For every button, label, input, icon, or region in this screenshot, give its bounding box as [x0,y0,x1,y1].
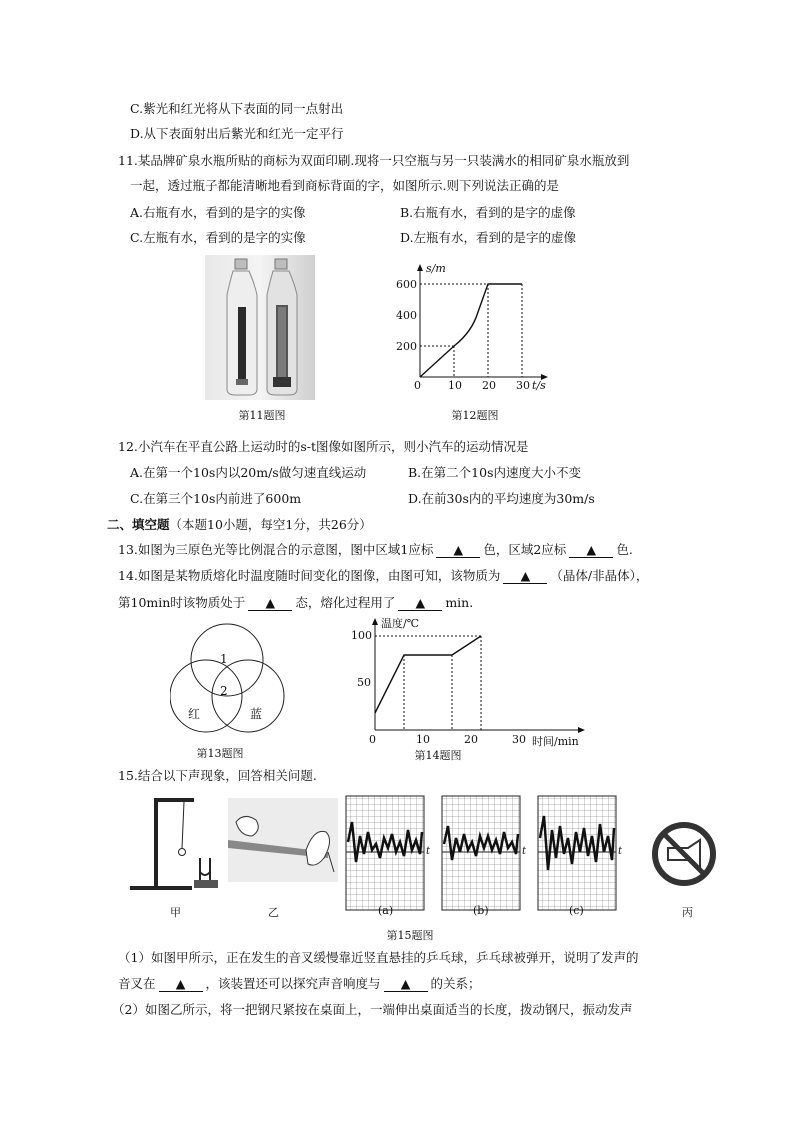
q11-option-b: B.右瓶有水，看到的是字的虚像 [400,205,576,220]
fig11-caption: 第11题图 [238,409,286,422]
q15-part1-text-a: 音叉在 [118,976,156,991]
fig14-caption: 第14题图 [414,749,462,762]
fig15-t-label-b: t [522,846,527,857]
q15-part1-text-b: ，该装置还可以探究声音响度与 [205,976,381,991]
q14-blank-2[interactable]: ▲ [248,596,292,611]
fig13-label-blue: 蓝 [250,707,263,721]
fig13-label-red: 红 [188,707,201,721]
q14-blank-3[interactable]: ▲ [398,596,442,611]
q14-text-part5: min. [445,595,474,610]
q13-text-part2: 色，区域2应标 [483,542,567,557]
q15-part1-line1: （1）如图甲所示，正在发生的音叉缓慢靠近竖直悬挂的乒乓球，乒乓球被弹开，说明了发声的 [118,950,639,965]
fig12-x-tick-30: 30 [516,379,530,392]
fig12-y-tick-200: 200 [396,340,417,353]
fig12-x-label: t/s [532,379,546,392]
fig11-bottles-photo [205,255,315,400]
q10-option-d: D.从下表面射出后紫光和红光一定平行 [130,126,344,141]
fig15-t-label-c: t [618,846,623,857]
section2-note: （本题10小题，每空1分，共26分） [169,517,372,532]
fig15-t-label-a: t [426,846,431,857]
fig15-label-jia: 甲 [170,906,181,919]
fig12-origin: 0 [414,379,421,392]
fig15-caption: 第15题图 [386,929,434,942]
q12-stem: 12.小汽车在平直公路上运动时的s-t图像如图所示，则小汽车的运动情况是 [118,439,529,454]
q11-option-d: D.左瓶有水，看到的是字的虚像 [400,230,577,245]
q14-blank-1[interactable]: ▲ [503,569,547,584]
fig12-st-graph [396,262,551,397]
q13-text-part3: 色. [616,542,633,557]
section2-heading [107,516,372,534]
q10-option-c: C.紫光和红光将从下表面的同一点射出 [130,101,344,116]
q15-part1-line2 [118,975,481,993]
fig14-y-tick-50: 50 [357,676,371,689]
q15-part1-text-c: 的关系； [430,976,481,991]
fig15-label-bing: 丙 [682,906,693,919]
fig12-x-tick-10: 10 [448,379,462,392]
fig15-label-yi: 乙 [268,906,279,919]
q14-text-line2 [118,594,473,612]
fig12-y-tick-600: 600 [396,278,417,291]
q14-text-part3: 第10min时该物质处于 [118,595,246,610]
fig14-y-label: 温度/℃ [381,617,420,630]
fig15-label-a: (a) [378,904,394,917]
q12-option-a: A.在第一个10s内以20m/s做匀速直线运动 [130,465,367,480]
fig15-sound-figures [128,792,728,922]
q11-stem-line2: 一起，透过瓶子都能清晰地看到商标背面的字，如图所示.则下列说法正确的是 [130,178,559,193]
q13-text-part1: 13.如图为三原色光等比例混合的示意图，图中区域1应标 [118,542,434,557]
q13-blank-2[interactable]: ▲ [569,543,613,558]
q14-text-part4: 态，熔化过程用了 [295,595,396,610]
q15-stem: 15.结合以下声现象，回答相关问题. [118,768,317,783]
q15-part2-line1: （2）如图乙所示，将一把钢尺紧按在桌面上，一端伸出桌面适当的长度，拨动钢尺，振动发声 [112,1002,633,1017]
fig13-venn-diagram [170,618,290,738]
fig14-origin: 0 [369,733,376,746]
q15-blank-1[interactable]: ▲ [159,977,203,992]
fig12-y-label: s/m [426,262,446,275]
fig14-temperature-graph [345,615,590,750]
fig15-label-b: (b) [473,904,489,917]
q13-text [118,541,633,559]
q14-text-part1: 14.如图是某物质熔化时温度随时间变化的图像，由图可知，该物质为 [118,568,501,583]
fig13-label-1: 1 [220,652,228,666]
q11-stem-line1: 11.某品牌矿泉水瓶所贴的商标为双面印刷.现将一只空瓶与另一只装满水的相同矿泉水瓶放到 [118,153,630,168]
q13-blank-1[interactable]: ▲ [436,543,480,558]
section2-title: 二、填空题 [107,517,170,532]
q14-text-line1 [118,567,648,585]
fig14-x-tick-20: 20 [464,733,478,746]
fig15-label-c: (c) [569,904,584,917]
fig13-label-2: 2 [220,684,228,698]
fig14-y-tick-100: 100 [351,629,372,642]
q11-option-a: A.右瓶有水，看到的是字的实像 [130,205,306,220]
fig12-caption: 第12题图 [451,409,499,422]
q15-blank-2[interactable]: ▲ [384,977,428,992]
fig12-y-tick-400: 400 [396,309,417,322]
q11-option-c: C.左瓶有水，看到的是字的实像 [130,230,306,245]
fig14-x-tick-30: 30 [512,733,526,746]
q12-option-d: D.在前30s内的平均速度为30m/s [408,491,595,506]
fig12-x-tick-20: 20 [482,379,496,392]
fig13-caption: 第13题图 [196,747,244,760]
fig14-x-tick-10: 10 [416,733,430,746]
q12-option-c: C.在第三个10s内前进了600m [130,491,302,506]
q14-text-part2: （晶体/非晶体）， [550,568,649,583]
q12-option-b: B.在第二个10s内速度大小不变 [408,465,581,480]
fig14-x-label: 时间/min [532,735,579,748]
